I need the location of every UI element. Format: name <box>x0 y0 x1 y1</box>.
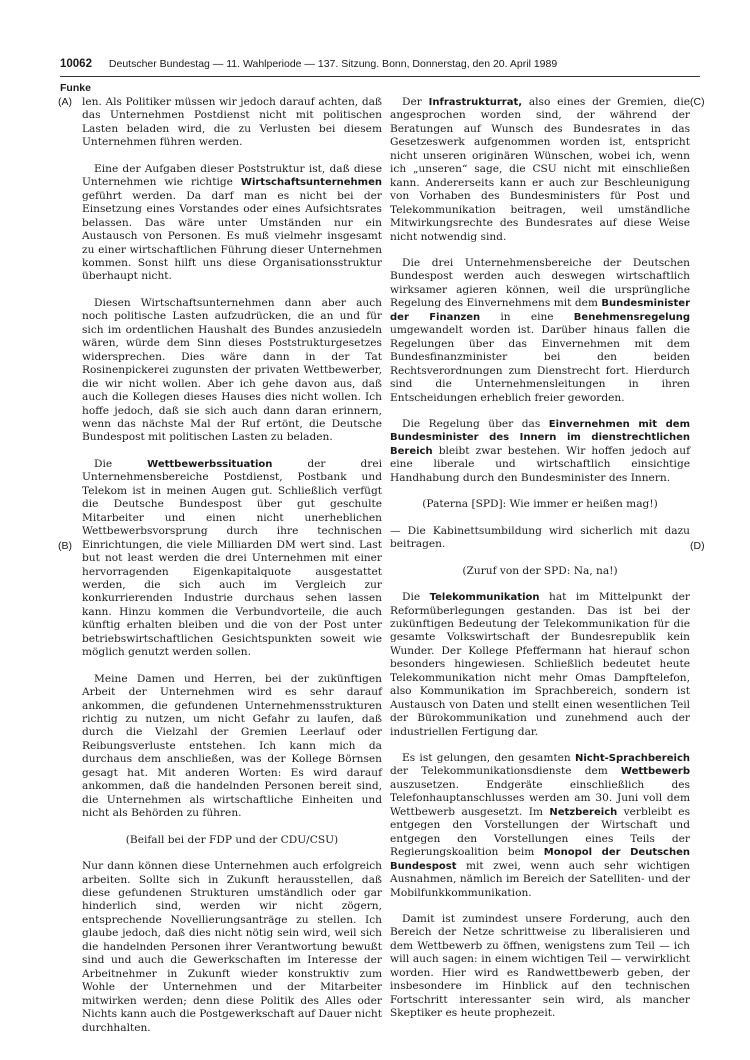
text-run: Es ist gelungen, den gesamten <box>402 752 575 765</box>
margin-marker-d: (D) <box>690 540 705 552</box>
interjection <box>82 834 382 847</box>
paragraph <box>82 458 382 660</box>
paragraph <box>390 913 690 1021</box>
text-run: Nur dann können diese Unternehmen auch erfolgreich arbeiten. Sollte sich in Zukunft herausstellen, daß diese gefundenen Strukturen umständlich oder gar hinderlich sind, werden wir nicht zögern, entsprechende Novellierungsanträge zu stellen. Ich glaube jedoch, daß dies nicht nötig sein wird, weil sich die handelnden Personen ihrer Verantwortung bewußt sind und auch die Gewerkschaften im Interesse der Arbeitnehmer in Zukunft wieder konstruktiv zum Wohle der Unternehmen und der Mitarbeiter mitwirken werden; denn diese Politik des Alles oder Nichts kann auch die Postgewerkschaft auf Dauer nicht durchhalten. <box>82 860 382 1034</box>
margin-marker-a: (A) <box>58 96 72 108</box>
text-run: Der <box>402 96 429 108</box>
bold-term: Einvernehmen mit dem Bundesminister des Innern im dienstrechtlichen Bereich <box>390 418 690 457</box>
margin-marker-b: (B) <box>58 540 72 552</box>
text-run: der Telekommunikationsdienste dem <box>390 765 621 778</box>
text-run: (Paterna [SPD]: Wie immer er heißen mag!) <box>422 498 658 511</box>
text-run: geführt werden. Da darf man es nicht bei der Einsetzung eines Vorstandes oder eines Aufsichtsrates belassen. Das wäre unter Umständen nur ein Austausch von Personen. Es muß vielmehr insgesamt zu einer wirtschaftlichen Führung dieser Unternehmen kommen. Sonst hilft uns diese Organisationsstruktur überhaupt nicht. <box>82 189 382 283</box>
interjection <box>390 565 690 578</box>
interjection <box>390 498 690 511</box>
text-run: mit zwei, wenn auch sehr wichtigen Ausnahmen, nämlich im Bereich der Satelliten- und der Mobilfunkkommunikation. <box>390 859 690 899</box>
page-header <box>60 58 700 74</box>
header-rule <box>60 76 700 77</box>
text-run: verbleibt es entgegen den Vorstellungen der Wirtschaft und entgegen den Vorstellungen eines Teils der Regierungskoalition beim <box>390 805 690 859</box>
bold-term: Bundesminister der Finanzen <box>390 298 690 323</box>
paragraph <box>390 96 690 244</box>
text-run: Damit ist zumindest unsere Forderung, auch den Bereich der Netze schrittweise zu liberalisieren und dem Wettbewerb zu öffnen, wenigstens zum Teil — ich will auch sagen: in einem wichtigen Teil — verwirklicht worden. Hier wird es Randwettbewerb geben, der insbesondere im Hinblick auf den technischen Fortschritt interessanter sein wird, als mancher Skeptiker es heute prophezeit. <box>390 913 690 1020</box>
margin-marker-c: (C) <box>690 96 705 108</box>
bold-term: Telekommunikation <box>429 592 540 604</box>
text-run: Meine Damen und Herren, bei der zukünftigen Arbeit der Unternehmen wird es sehr darauf ankommen, die gefundenen Unternehmensstrukturen richtig zu nutzen, um nicht Gefahr zu laufen, daß durch die Vielzahl der Gremien Leerlauf oder Reibungsverluste entstehen. Ich kann mich da durchaus dem anschließen, was der Kollege Börnsen gesagt hat. Mit anderen Worten: Es wird darauf ankommen, daß die handelnden Personen bereit sind, die Unternehmen als wirtschaftliche Einheiten und nicht als Behörden zu führen. <box>82 672 382 820</box>
right-column <box>390 96 690 1034</box>
text-run: Die Regelung über das <box>402 417 549 430</box>
text-run: — Die Kabinettsumbildung wird sicherlich mit dazu beitragen. <box>390 524 690 551</box>
paragraph <box>390 418 690 485</box>
paragraph <box>82 163 382 284</box>
bold-term: Netzbereich <box>549 806 618 818</box>
text-run: Die drei Unternehmensbereiche der Deutschen Bundespost werden auch deswegen wirtschaftlich wirksamer agieren können, weil die ursprüngliche Regelung des Einvernehmens mit dem <box>390 256 690 310</box>
bold-term: Benehmensregelung <box>573 311 690 323</box>
bold-term: Nicht-Sprachbereich <box>575 753 690 765</box>
paragraph <box>82 297 382 445</box>
text-run: (Beifall bei der FDP und der CDU/CSU) <box>125 833 339 846</box>
text-run: Die <box>402 591 430 604</box>
bold-term: Wettbewerb <box>620 766 690 778</box>
paragraph <box>390 591 690 739</box>
paragraph <box>82 860 382 1035</box>
text-run: umgewandelt worden ist. Darüber hinaus fallen die Regelungen über das Einvernehmen mit dem Bundesfinanzminister bei den beiden Rechtsverordnungen zum Dienstrecht fort. Hierdurch sind die Unternehmensleitungen in ihren Entscheidungen erheblich freier geworden. <box>390 324 690 404</box>
left-column <box>82 96 382 1048</box>
paragraph <box>390 525 690 552</box>
text-run: len. Als Politiker müssen wir jedoch darauf achten, daß das Unternehmen Postdienst nicht mit politischen Lasten beladen wird, die zu Verlusten bei diesem Unternehmen führen werden. <box>82 96 382 149</box>
text-run: Die <box>94 457 148 470</box>
paragraph <box>390 257 690 405</box>
speaker-name: Funke <box>60 82 91 94</box>
bold-term: Infrastrukturrat, <box>428 97 523 108</box>
paragraph <box>82 673 382 821</box>
bold-term: Wirtschaftsunternehmen <box>240 177 382 189</box>
bold-term: Monopol der Deutschen Bundespost <box>390 847 690 872</box>
paragraph <box>82 96 382 150</box>
paragraph <box>390 752 690 900</box>
text-run: bleibt zwar bestehen. Wir hoffen jedoch auf eine liberale und wirtschaftlich einsichtige Handhabung durch den Bundesminister des Innern. <box>390 444 690 484</box>
text-run: der drei Unternehmensbereiche Postdienst, Postbank und Telekom ist in meinen Augen gut. Schließlich verfügt die Deutsche Bundespost über gut geschulte Mitarbeiter und einen nicht unerheblichen Wettbewerbsvorsprung durch ihre technischen Einrichtungen, die viele Milliarden DM wert sind. Last but not least werden die drei Unternehmen mit einer hervorragenden Eigenkapitalquote ausgestattet werden, die sich auch im Vergleich zur konkurrierenden Industrie durchaus sehen lassen kann. Hinzu kommen die Verbundvorteile, die auch künftig erhalten bleiben und die von der Post unter betriebswirtschaftlichen Gesichtspunkten soweit wie möglich genutzt werden sollen. <box>82 457 382 659</box>
text-run: in eine <box>480 310 574 323</box>
text-run: auszusetzen. Endgeräte einschließlich des Telefonhauptanschlusses werden am 30. Juni voll dem Wettbewerb ausgesetzt. Im <box>390 778 690 818</box>
text-run: (Zuruf von der SPD: Na, na!) <box>462 564 618 577</box>
page-number: 10062 <box>60 58 92 70</box>
bold-term: Wettbewerbssituation <box>147 458 273 470</box>
text-run: also eines der Gremien, die angesprochen worden sind, der während der Beratungen auf Wunsch des Bundesrates in das Gesetzeswerk aufgenommen worden ist, entspricht nicht unseren originären Wünschen, wobei ich, wenn ich „unseren“ sage, die CSU nicht mit einschließen kann. Andererseits kann er auch zur Beschleunigung von Vorhaben des Bundesministers für Post und Telekommunikation beitragen, weil umständliche Mitwirkungsrechte des Bundesrates auf diese Weise nicht notwendig sind. <box>390 96 690 243</box>
text-run: hat im Mittelpunkt der Reformüberlegungen gestanden. Das ist bei der zukünftigen Bedeutung der Telekommunikation für die gesamte Volkswirtschaft der Bundesrepublik kein Wunder. Der Kollege Pfeffermann hat hierauf schon besonders hingewiesen. Schließlich bedeutet heute Telekommunikation nicht mehr Omas Dampftelefon, also Kommunikation im Sprachbereich, sondern ist Austausch von Daten und stellt einen wesentlichen Teil der Bürokommunikation und zunehmend auch der industriellen Fertigung dar. <box>390 591 690 738</box>
text-run: Diesen Wirtschaftsunternehmen dann aber auch noch politische Lasten aufzudrücken, die an und für sich im ordentlichen Haushalt des Bundes anzusiedeln wären, würde dem Sinn dieses Poststrukturgesetzes widersprechen. Dies wäre dann in der Tat Rosinenpickerei zugunsten der privaten Wettbewerber, die wir nicht wollen. Aber ich gehe davon aus, daß auch die Kollegen dieses Hauses dies nicht wollen. Ich hoffe jedoch, daß sie sich auch dann daran erinnern, wenn das nächste Mal der Ruf ertönt, die Deutsche Bundespost mit politischen Lasten zu beladen. <box>82 296 382 444</box>
text-run: Eine der Aufgaben dieser Poststruktur ist, daß diese Unternehmen wie richtige <box>82 162 382 189</box>
running-title: Deutscher Bundestag — 11. Wahlperiode — 137. Sitzung. Bonn, Donnerstag, den 20. April 1989 <box>108 58 558 70</box>
